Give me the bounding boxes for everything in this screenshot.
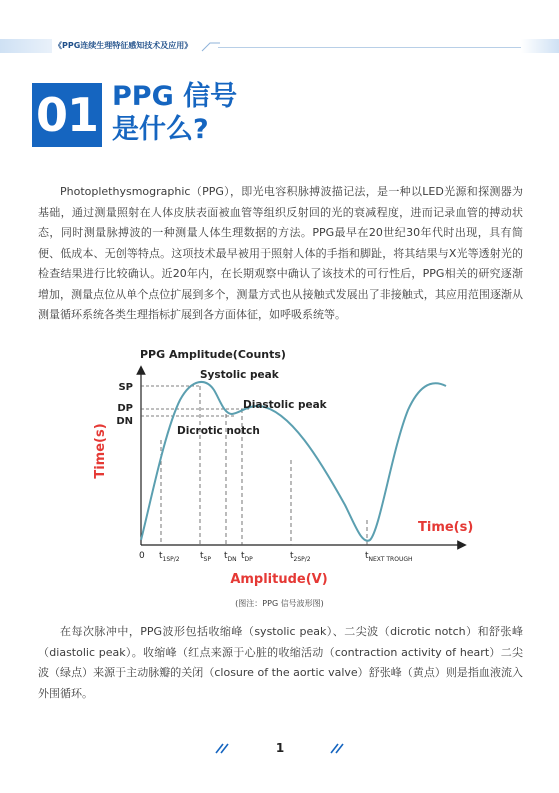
section-number: 01 — [32, 83, 102, 147]
chart-title: PPG Amplitude(Counts) — [140, 348, 286, 361]
level-label-sp: SP — [118, 382, 133, 393]
header-rule — [218, 47, 559, 48]
bottom-axis-label: Amplitude(V) — [230, 572, 328, 587]
running-header — [0, 39, 559, 53]
section-title-line2: 是什么? — [112, 114, 209, 145]
page-footer — [0, 738, 559, 762]
x-tick-label: $t_{NEXT TROUGH}$ — [365, 551, 413, 563]
figure-caption: (图注：PPG 信号波形图) — [235, 599, 324, 608]
explanation-paragraph: 在每次脉冲中，PPG波形包括收缩峰（systolic peak）、二尖波（dicrotic notch）和舒张峰（diastolic peak）。收缩峰（红点来源于心脏的收缩活动（contraction activity of heart）二尖波（绿点）来源于主动脉瓣的关闭（closure of the aortic valve）舒张峰（黄点）则是指血液流入外围循环。 — [38, 625, 523, 700]
left-slash-icon — [214, 742, 230, 754]
y-axis-label: Time(s) — [93, 423, 108, 479]
annotation-diastolic-peak: Diastolic peak — [243, 399, 327, 411]
x-tick-label: 0 — [139, 551, 145, 561]
x-tick-labels — [139, 551, 413, 563]
section-title-line1: PPG 信号 — [112, 81, 238, 112]
x-tick-label: $t_{1SP/2}$ — [159, 551, 180, 563]
x-axis-label: Time(s) — [418, 520, 474, 535]
header-edge-decoration — [521, 39, 559, 53]
x-tick-label: $t_{DN}$ — [224, 551, 237, 563]
annotation-dicrotic-notch: Dicrotic notch — [177, 425, 260, 437]
ppg-waveform-line — [141, 382, 446, 541]
page-number: 1 — [275, 741, 285, 755]
running-title: 《PPG连续生理特征感知技术及应用》 — [54, 41, 193, 50]
right-slash-icon — [329, 742, 345, 754]
x-tick-label: $t_{DP}$ — [241, 551, 253, 563]
header-chevron-icon — [200, 39, 222, 53]
level-label-dn: DN — [116, 416, 133, 427]
x-tick-label: $t_{SP}$ — [200, 551, 211, 563]
intro-paragraph: Photoplethysmographic（PPG），即光电容积脉搏波描记法，是一种以LED光源和探测器为基础，通过测量照射在人体皮肤表面被血管等组织反射回的光的衰减程度，进而记录血管的搏动状态，同时测量脉搏波的一种测量人体生理数据的方法。PPG最早在20世纪30年代时出现，具有简便、低成本、无创等特点。这项技术最早被用于照射人体的手指和脚趾，将其结果与X光等透射光的检查结果进行比较确认。近20年内，在长期观察中确认了该技术的可行性后，PPG相关的研究逐渐增加，测量点位从单个点位扩展到多个，测量方式也从接触式发展出了非接触式，其应用范围逐渐从测量循环系统各类生理指标扩展到各方面体征，如呼吸系统等。 — [38, 185, 523, 321]
level-label-dp: DP — [117, 403, 133, 414]
header-tab-decoration — [0, 39, 52, 53]
annotation-systolic-peak: Systolic peak — [200, 369, 279, 381]
section-title — [112, 80, 237, 146]
x-tick-label: $t_{2SP/2}$ — [290, 551, 311, 563]
